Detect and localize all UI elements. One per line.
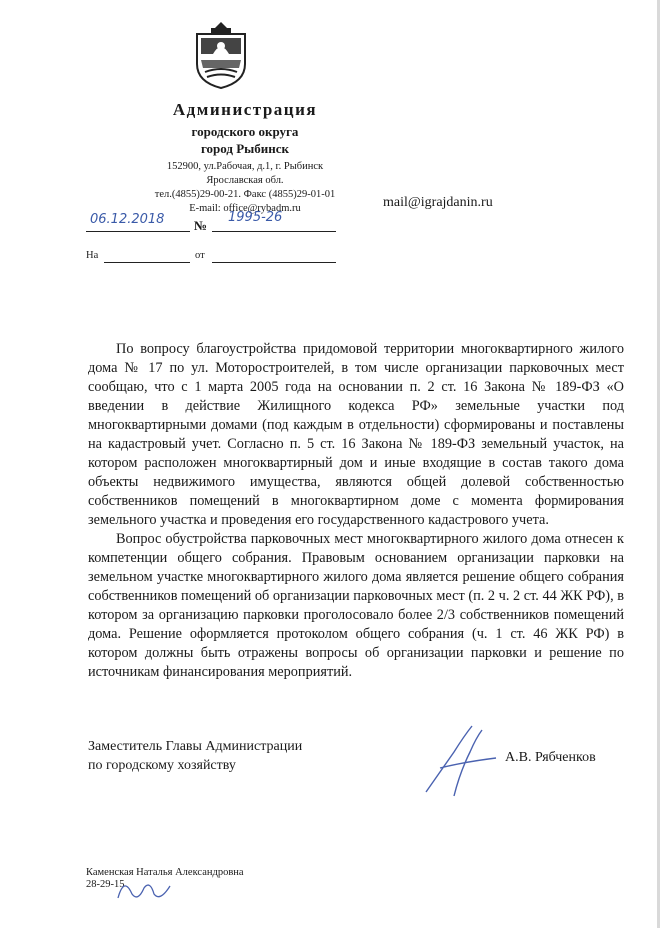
organization-title: Администрация xyxy=(172,100,318,119)
date-line xyxy=(86,231,190,232)
signature-scribble-icon xyxy=(420,722,500,800)
signatory-name: А.В. Рябченков xyxy=(505,750,596,765)
reply-label: На xyxy=(86,250,99,261)
reply-line xyxy=(104,262,190,263)
signatory-title-line: по городскому хозяйству xyxy=(88,758,236,773)
handwritten-number: 1995-26 xyxy=(228,210,283,225)
from-label: от xyxy=(195,250,205,261)
number-line xyxy=(212,231,336,232)
region-line: Ярославская обл. xyxy=(206,175,284,186)
organization-subtitle: городского округа xyxy=(191,124,299,139)
paragraph: По вопросу благоустройства придомовой территории многоквартирного жилого дома № 17 по ул. Моторостроителей, в том числе организации парковочных мест сообщаю, что с 1 марта 2005 года на основании п. 2 ст. 16 Закона № 189-ФЗ «О введении в действие Жилищного кодекса РФ» земельные участки под многоквартирными домами (под каждым в отдельности) сформированы и поставлены на кадастровый учет. Согласно п. 5 ст. 16 Закона № 189-ФЗ земельный участок, на котором расположен многоквартирный дом и иные входящие в состав такого дома объекты недвижимого имущества, являются общей долевой собственностью собственников помещений в многоквартирном доме с момента формирования земельного участка и проведения его государственного кадастрового учета. xyxy=(88,341,624,528)
executor-name: Каменская Наталья Александровна xyxy=(86,867,244,878)
handwritten-date: 06.12.2018 xyxy=(90,212,165,227)
recipient-email: mail@igrajdanin.ru xyxy=(383,195,493,210)
letter-body xyxy=(88,340,624,682)
address-line: 152900, ул.Рабочая, д.1, г. Рыбинск xyxy=(166,161,324,172)
initials-scribble-icon xyxy=(114,872,174,906)
signatory-title xyxy=(88,737,302,775)
email-line: E-mail: office@rybadm.ru xyxy=(189,203,301,214)
coat-of-arms-icon xyxy=(193,20,249,90)
from-line xyxy=(212,262,336,263)
organization-city: город Рыбинск xyxy=(200,141,290,156)
phone-line: тел.(4855)29-00-21. Факс (4855)29-01-01 xyxy=(154,189,336,200)
signatory-title-line: Заместитель Главы Администрации xyxy=(88,739,303,754)
paragraph: Вопрос обустройства парковочных мест многоквартирного жилого дома отнесен к компетенции общего собрания. Правовым основанием организации парковки на земельном участке многоквартирного жилого дома является решение общего собрания собственников помещений об организации парковочных мест (п. 2 ч. 2 ст. 44 ЖК РФ), в котором за организацию парковки проголосовало более 2/3 собственников помещений дома. Решение оформляется протоколом общего собрания (ч. 1 ст. 46 ЖК РФ) в котором должны быть отражены вопросы об организации парковки и решение по источникам финансирования мероприятий. xyxy=(88,531,624,680)
executor-phone: 28-29-15 xyxy=(86,879,125,890)
number-label: № xyxy=(194,218,208,233)
